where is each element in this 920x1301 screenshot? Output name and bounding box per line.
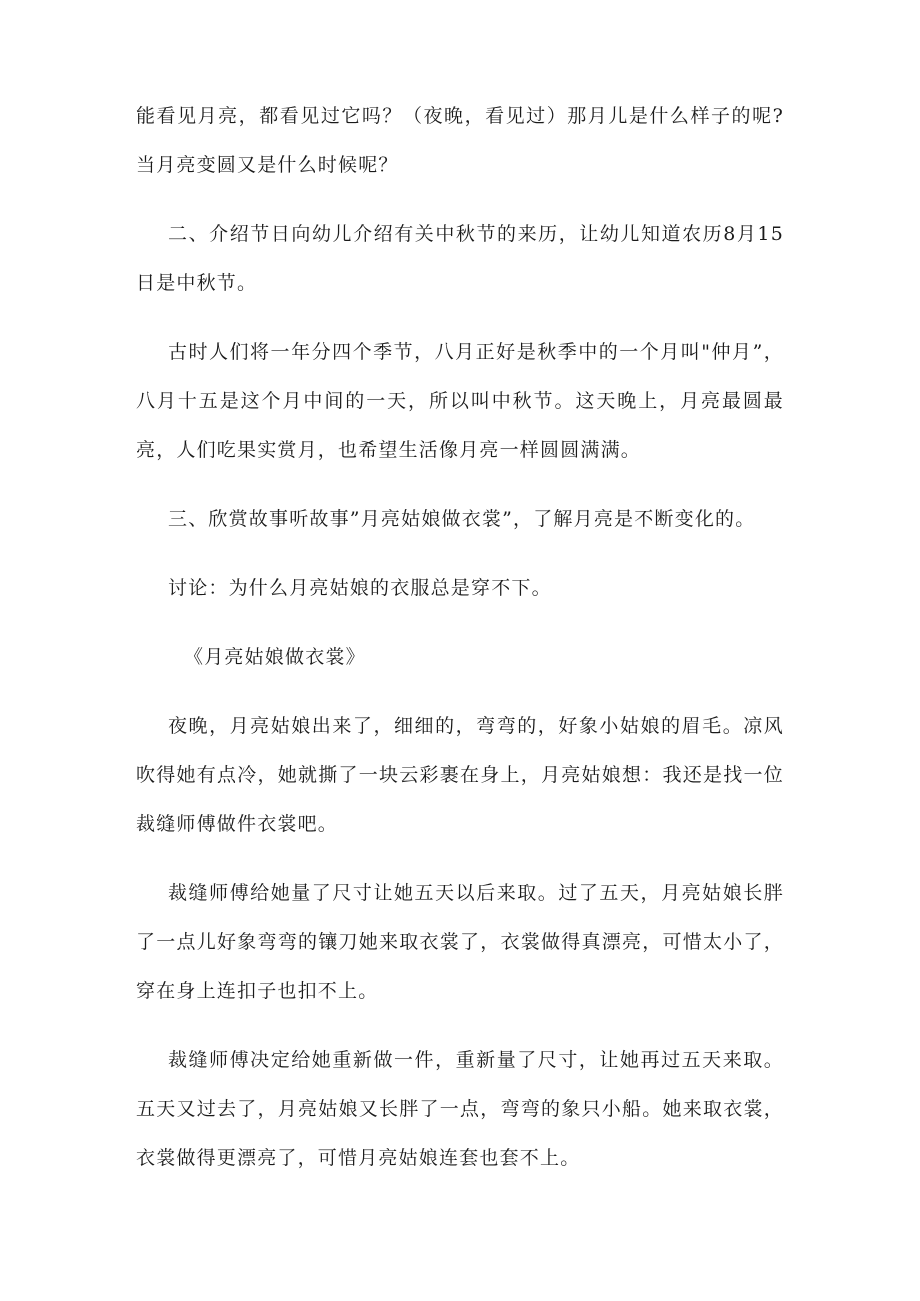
paragraph-story-2: 裁缝师傅给她量了尺寸让她五天以后来取。过了五天，月亮姑娘长胖了一点儿好象弯弯的镶刀她来取衣裳了，衣裳做得真漂亮，可惜太小了，穿在身上连扣子也扣不上。	[136, 882, 784, 1002]
document-body	[136, 92, 784, 1183]
paragraph-story-3: 裁缝师傅决定给她重新做一件，重新量了尺寸，让她再过五天来取。五天又过去了，月亮姑娘又长胖了一点，弯弯的象只小船。她来取衣裳，衣裳做得更漂亮了，可惜月亮姑娘连套也套不上。	[136, 1049, 784, 1169]
paragraph-mid-autumn-origin: 古时人们将一年分四个季节，八月正好是秋季中的一个月叫"仲月”，八月十五是这个月中间的一天，所以叫中秋节。这天晚上，月亮最圆最亮，人们吃果实赏月，也希望生活像月亮一样圆圆满满。	[136, 341, 784, 461]
paragraph-intro-question: 能看见月亮，都看见过它吗？（夜晚，看见过）那月儿是什么样子的呢?当月亮变圆又是什么时候呢？	[136, 105, 784, 176]
paragraph-section-two: 二、介绍节日向幼儿介绍有关中秋节的来历，让幼儿知道农历8月15日是中秋节。	[136, 223, 784, 294]
story-title: 《月亮姑娘做衣裳》	[184, 646, 366, 668]
paragraph-discussion: 讨论：为什么月亮姑娘的衣服总是穿不下。	[168, 577, 552, 599]
paragraph-section-three: 三、欣赏故事听故事”月亮姑娘做衣裳”，了解月亮是不断变化的。	[168, 508, 756, 530]
paragraph-story-1: 夜晚，月亮姑娘出来了，细细的，弯弯的，好象小姑娘的眉毛。凉风吹得她有点冷，她就撕了一块云彩裹在身上，月亮姑娘想：我还是找一位裁缝师傅做件衣裳吧。	[136, 715, 784, 835]
